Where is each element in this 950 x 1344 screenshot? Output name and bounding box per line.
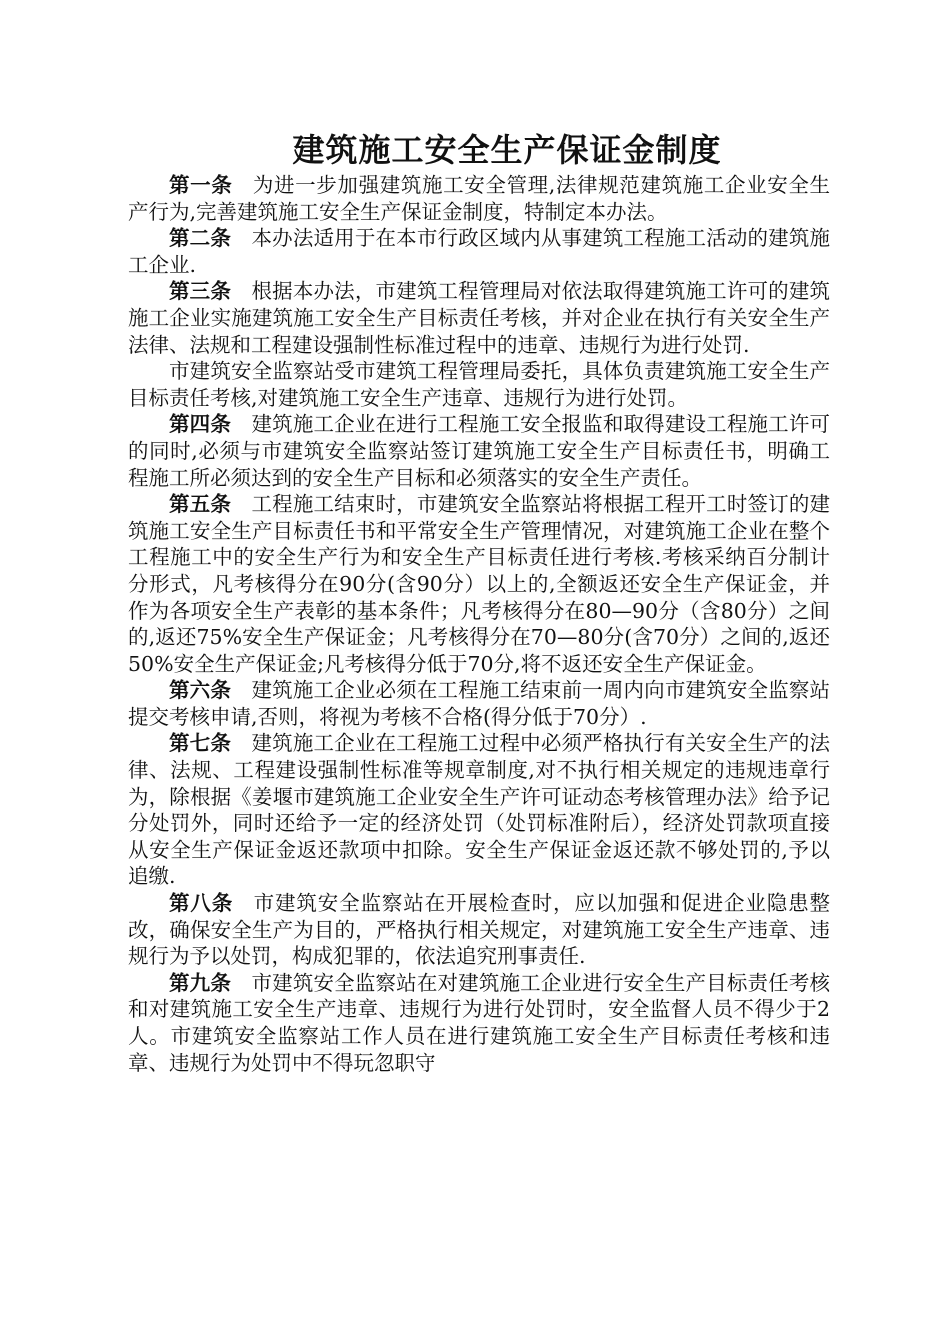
article-7-label: 第七条	[169, 731, 231, 756]
article-4-text: 建筑施工企业在进行工程施工安全报监和取得建设工程施工许可的同时,必须与市建筑安全监察站签订建筑施工安全生产目标责任书，明确工程施工所必须达到的安全生产目标和必须落实的安全生产责任。	[128, 412, 830, 490]
article-1-label: 第一条	[169, 173, 233, 197]
document-title: 建筑施工安全生产保证金制度	[292, 131, 722, 169]
article-3-label: 第三条	[169, 279, 231, 304]
article-5-label: 第五条	[169, 492, 231, 517]
article-1-text: 为进一步加强建筑施工安全管理,法律规范建筑施工企业安全生产行为,完善建筑施工安全生产保证金制度，特制定本办法。	[128, 173, 831, 224]
article-3	[128, 278, 830, 358]
article-9-text: 市建筑安全监察站在对建筑施工企业进行安全生产目标责任考核和对建筑施工安全生产违章、违规行为进行处罚时，安全监督人员不得少于2人。市建筑安全监察站工作人员在进行建筑施工安全生产目标责任考核和违章、违规行为处罚中不得玩忽职守	[128, 970, 830, 1075]
article-8-label: 第八条	[169, 891, 234, 916]
article-8	[128, 890, 830, 970]
article-8-text: 市建筑安全监察站在开展检查时，应以加强和促进企业隐患整改，确保安全生产为目的，严格执行相关规定，对建筑施工安全生产违章、违规行为予以处罚，构成犯罪的，依法追究刑事责任.	[128, 891, 831, 969]
article-4-label: 第四条	[169, 412, 231, 437]
article-2-label: 第二条	[169, 226, 231, 251]
article-4	[128, 411, 830, 491]
article-6-text: 建筑施工企业必须在工程施工结束前一周内向市建筑安全监察站提交考核申请,否则，将视为考核不合格(得分低于70分）.	[128, 678, 830, 729]
article-6-label: 第六条	[169, 678, 231, 703]
article-1	[128, 172, 830, 225]
article-6	[128, 677, 830, 730]
article-9	[128, 970, 830, 1076]
article-3-continuation-text: 市建筑安全监察站受市建筑工程管理局委托，具体负责建筑施工安全生产目标责任考核,对建筑施工安全生产违章、违规行为进行处罚。	[128, 359, 830, 410]
article-5	[128, 491, 830, 677]
article-2-text: 本办法适用于在本市行政区域内从事建筑工程施工活动的建筑施工企业.	[128, 226, 830, 277]
article-9-label: 第九条	[169, 970, 231, 995]
article-3-continuation	[128, 358, 830, 411]
article-7	[128, 730, 830, 890]
article-3-text: 根据本办法，市建筑工程管理局对依法取得建筑施工许可的建筑施工企业实施建筑施工安全生产目标责任考核，并对企业在执行有关安全生产法律、法规和工程建设强制性标准过程中的违章、违规行为进行处罚.	[128, 279, 830, 357]
article-5-text: 工程施工结束时，市建筑安全监察站将根据工程开工时签订的建筑施工安全生产目标责任书和平常安全生产管理情况，对建筑施工企业在整个工程施工中的安全生产行为和安全生产目标责任进行考核.考核采纳百分制计分形式，凡考核得分在90分(含90分）以上的,全额返还安全生产保证金，并作为各项安全生产表彰的基本条件；凡考核得分在80—90分（含80分）之间的,返还75%安全生产保证金；凡考核得分在70—80分(含70分）之间的,返还50%安全生产保证金;凡考核得分低于70分,将不返还安全生产保证金。	[128, 492, 830, 676]
article-7-text: 建筑施工企业在工程施工过程中必须严格执行有关安全生产的法律、法规、工程建设强制性标准等规章制度,对不执行相关规定的违规违章行为，除根据《姜堰市建筑施工企业安全生产许可证动态考核管理办法》给予记分处罚外，同时还给予一定的经济处罚（处罚标准附后），经济处罚款项直接从安全生产保证金返还款项中扣除。安全生产保证金返还款不够处罚的,予以追缴.	[128, 731, 830, 889]
article-2	[128, 225, 830, 278]
